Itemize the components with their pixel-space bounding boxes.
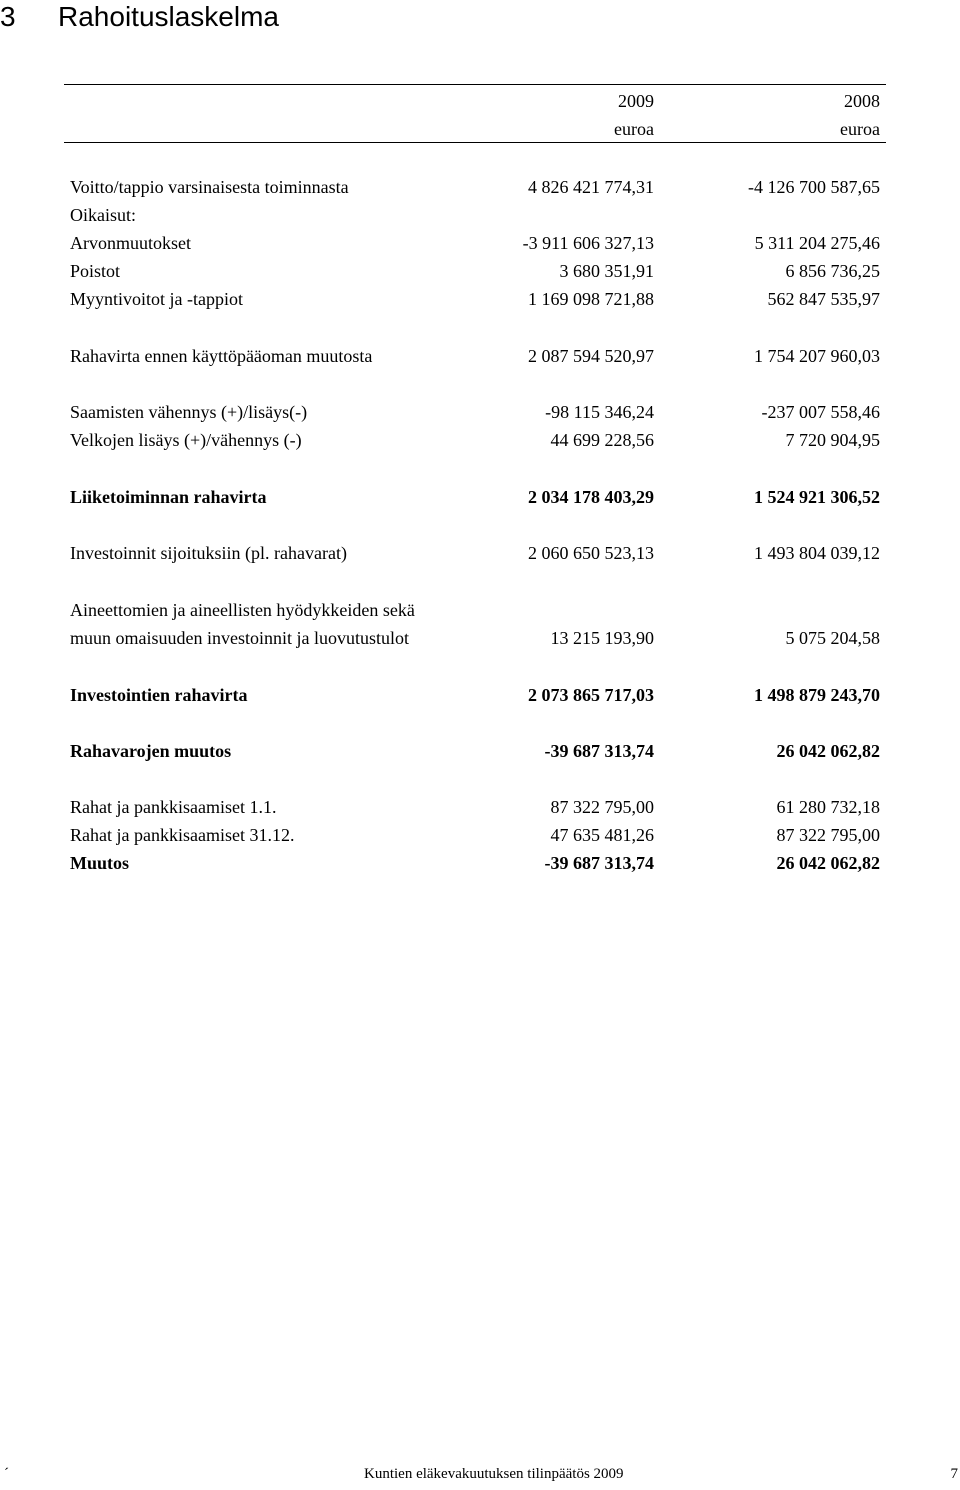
table-row (0, 596, 960, 624)
row-value-2008: -4 126 700 587,65 (748, 177, 880, 197)
page-footer (0, 1462, 960, 1486)
footer-page-number: 7 (950, 1466, 958, 1482)
row-label: Rahavirta ennen käyttöpääoman muutosta (70, 346, 373, 366)
row-value-2008: 1 498 879 243,70 (754, 685, 880, 705)
row-label: Voitto/tappio varsinaisesta toiminnasta (70, 177, 349, 197)
row-value-2009: 87 322 795,00 (550, 797, 654, 817)
row-label: Arvonmuutokset (70, 233, 191, 253)
row-label: Rahat ja pankkisaamiset 1.1. (70, 797, 277, 817)
row-value-2009: 2 087 594 520,97 (528, 346, 654, 366)
row-label: Rahat ja pankkisaamiset 31.12. (70, 825, 295, 845)
row-value-2008: 26 042 062,82 (776, 741, 880, 761)
row-label: Aineettomien ja aineellisten hyödykkeiden sekä (70, 600, 415, 620)
row-value-2008: 562 847 535,97 (767, 289, 880, 309)
table-top-rule (64, 84, 886, 85)
footer-document-title: Kuntien eläkevakuutuksen tilinpäätös 2009 (364, 1466, 624, 1482)
row-label: muun omaisuuden investoinnit ja luovutustulot (70, 628, 409, 648)
table-row (0, 229, 960, 257)
table-row (0, 173, 960, 201)
table-row-total (0, 681, 960, 709)
row-label: Poistot (70, 261, 121, 281)
row-label: Velkojen lisäys (+)/vähennys (-) (70, 430, 302, 450)
section-title: Rahoituslaskelma (58, 1, 279, 32)
section-number: 3 (0, 1, 16, 32)
row-label: Rahavarojen muutos (70, 741, 232, 761)
row-value-2008: 6 856 736,25 (785, 261, 880, 281)
row-value-2008: 5 075 204,58 (785, 628, 880, 648)
row-value-2009: 1 169 098 721,88 (528, 289, 654, 309)
row-value-2008: 87 322 795,00 (776, 825, 880, 845)
table-row (0, 201, 960, 229)
row-label: Myyntivoitot ja -tappiot (70, 289, 243, 309)
row-value-2009: -3 911 606 327,13 (522, 233, 654, 253)
row-value-2009: 2 060 650 523,13 (528, 543, 654, 563)
unit-2009-header: euroa (614, 119, 654, 139)
row-value-2009: 4 826 421 774,31 (528, 177, 654, 197)
row-value-2009: 47 635 481,26 (550, 825, 654, 845)
column-header-units (0, 115, 960, 143)
row-value-2008 (700, 596, 880, 624)
row-label: Liiketoiminnan rahavirta (70, 487, 267, 507)
table-row (0, 342, 960, 370)
row-value-2009: -39 687 313,74 (544, 853, 654, 873)
table-row (0, 624, 960, 652)
table-row (0, 285, 960, 313)
table-header-rule (64, 142, 886, 143)
row-value-2008: 61 280 732,18 (776, 797, 880, 817)
row-label: Oikaisut: (70, 205, 136, 225)
row-value-2008: 1 524 921 306,52 (754, 487, 880, 507)
row-value-2009: 13 215 193,90 (550, 628, 654, 648)
row-value-2009: -39 687 313,74 (544, 741, 654, 761)
year-2008-header: 2008 (844, 91, 880, 111)
column-header-years (0, 87, 960, 115)
table-row (0, 821, 960, 849)
row-value-2009: 2 034 178 403,29 (528, 487, 654, 507)
row-value-2008: -237 007 558,46 (761, 402, 880, 422)
row-value-2008: 26 042 062,82 (776, 853, 880, 873)
row-value-2009: 3 680 351,91 (559, 261, 654, 281)
unit-2008-header: euroa (840, 119, 880, 139)
table-row (0, 539, 960, 567)
table-row-total (0, 849, 960, 877)
table-row (0, 257, 960, 285)
row-value-2008 (700, 201, 880, 229)
footer-mark: ´ (4, 1466, 9, 1482)
row-label: Muutos (70, 853, 130, 873)
row-value-2008: 5 311 204 275,46 (754, 233, 880, 253)
table-row (0, 398, 960, 426)
row-label: Investoinnit sijoituksiin (pl. rahavarat) (70, 543, 347, 563)
table-row (0, 793, 960, 821)
table-row-total (0, 737, 960, 765)
row-value-2008: 1 493 804 039,12 (754, 543, 880, 563)
row-value-2008: 1 754 207 960,03 (754, 346, 880, 366)
row-value-2009 (480, 201, 654, 229)
year-2009-header: 2009 (618, 91, 654, 111)
table-row-total (0, 483, 960, 511)
row-value-2009: 2 073 865 717,03 (528, 685, 654, 705)
section-heading (0, 0, 279, 40)
table-row (0, 426, 960, 454)
row-value-2009: 44 699 228,56 (550, 430, 654, 450)
row-value-2009: -98 115 346,24 (545, 402, 654, 422)
row-label: Saamisten vähennys (+)/lisäys(-) (70, 402, 308, 422)
row-value-2008: 7 720 904,95 (785, 430, 880, 450)
row-value-2009 (480, 596, 654, 624)
row-label: Investointien rahavirta (70, 685, 248, 705)
